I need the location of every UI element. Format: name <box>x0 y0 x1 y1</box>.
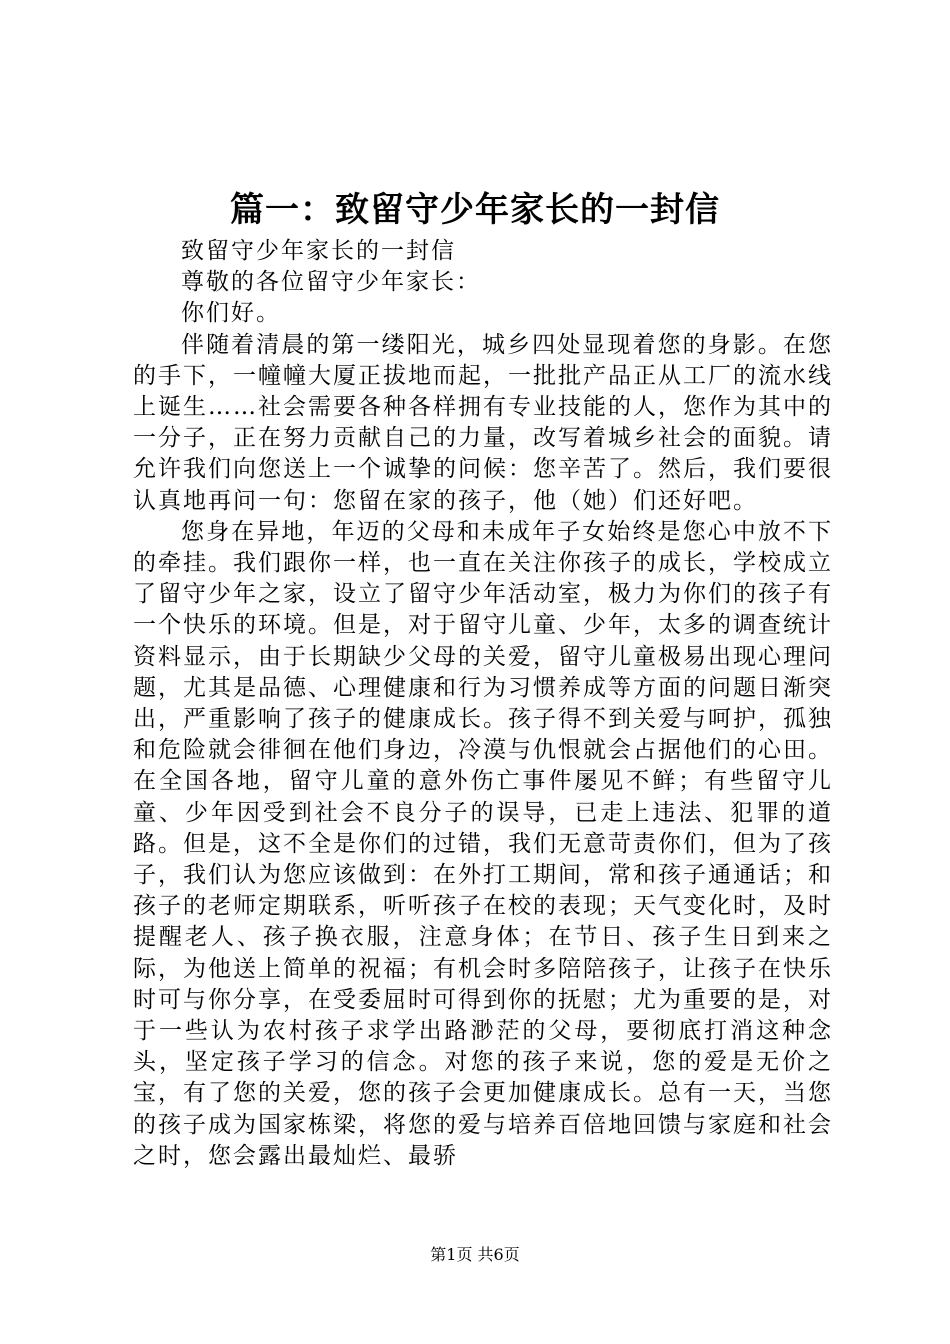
letter-greeting: 你们好。 <box>181 300 281 327</box>
document-title: 篇一：致留守少年家长的一封信 <box>230 190 720 230</box>
body-paragraph-1: 伴随着清晨的第一缕阳光，城乡四处显现着您的身影。在您的手下，一幢幢大厦正拔地而起，一批批产品正从工厂的流水线上诞生……社会需要各种各样拥有专业技能的人，您作为其中的一分子，正在努力贡献自己的力量，改写着城乡社会的面貌。请允许我们向您送上一个诚挚的问候：您辛苦了。然后，我们要很认真地再问一句：您留在家的孩子，他（她）们还好吧。 <box>133 331 833 514</box>
letter-subtitle: 致留守少年家长的一封信 <box>181 238 456 264</box>
letter-salutation: 尊敬的各位留守少年家长： <box>181 269 481 296</box>
page-number-footer: 第1页 共6页 <box>430 1245 520 1264</box>
body-paragraph-2: 您身在异地，年迈的父母和未成年子女始终是您心中放不下的牵挂。我们跟你一样，也一直在关注你孩子的成长，学校成立了留守少年之家，设立了留守少年活动室，极力为你们的孩子有一个快乐的环境。但是，对于留守儿童、少年，太多的调查统计资料显示，由于长期缺少父母的关爱，留守儿童极易出现心理问题，尤其是品德、心理健康和行为习惯养成等方面的问题日渐突出，严重影响了孩子的健康成长。孩子得不到关爱与呵护，孤独和危险就会徘徊在他们身边，冷漠与仇恨就会占据他们的心田。在全国各地，留守儿童的意外伤亡事件屡见不鲜；有些留守儿童、少年因受到社会不良分子的误导，已走上违法、犯罪的道路。但是，这不全是你们的过错，我们无意苛责你们，但为了孩子，我们认为您应该做到：在外打工期间，常和孩子通通话；和孩子的老师定期联系，听听孩子在校的表现；天气变化时，及时提醒老人、孩子换衣服，注意身体；在节日、孩子生日到来之际，为他送上简单的祝福；有机会时多陪陪孩子，让孩子在快乐时可与你分享，在受委屈时可得到你的抚慰；尤为重要的是，对于一些认为农村孩子求学出路渺茫的父母，要彻底打消这种念头，坚定孩子学习的信念。对您的孩子来说，您的爱是无价之宝，有了您的关爱，您的孩子会更加健康成长。总有一天，当您的孩子成为国家栋梁，将您的爱与培养百倍地回馈与家庭和社会之时，您会露出最灿烂、最骄 <box>133 518 833 1169</box>
document-body <box>133 236 833 1172</box>
